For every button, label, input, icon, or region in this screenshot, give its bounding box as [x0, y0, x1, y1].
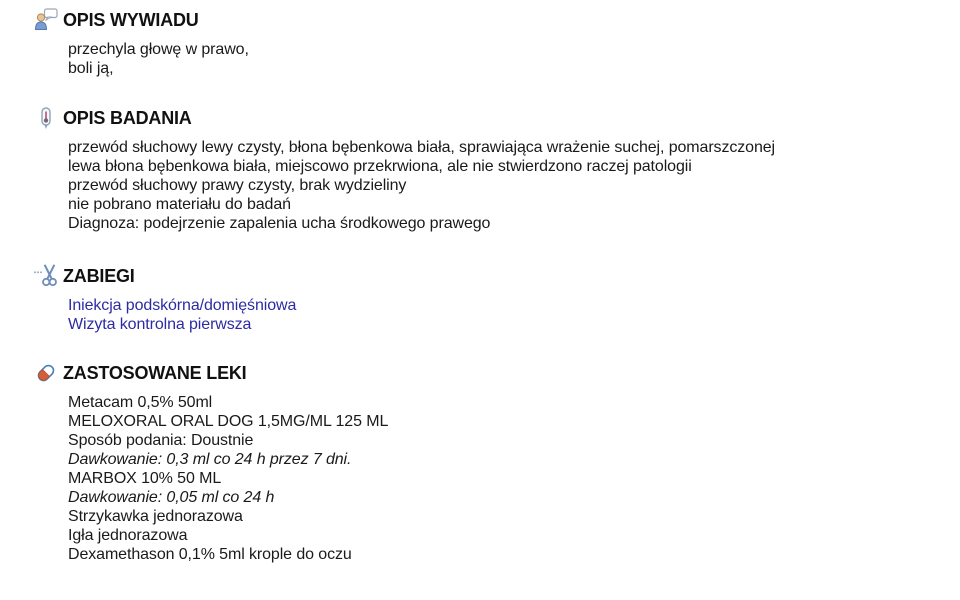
text-line: nie pobrano materiału do badań — [68, 196, 291, 213]
dosage-line: Dawkowanie: 0,3 ml co 24 h przez 7 dni. — [68, 451, 352, 468]
medication-line: MELOXORAL ORAL DOG 1,5MG/ML 125 ML — [68, 413, 389, 430]
medication-line: MARBOX 10% 50 ML — [68, 470, 222, 487]
section-zastosowane-leki — [33, 361, 950, 564]
pill-icon — [33, 361, 59, 385]
text-line: przewód słuchowy lewy czysty, błona bębenkowa biała, sprawiająca wrażenie suchej, pomarszczonej — [68, 139, 776, 156]
scissors-icon — [33, 264, 59, 288]
text-line: Diagnoza: podejrzenie zapalenia ucha środkowego prawego — [68, 215, 491, 232]
section-header — [33, 361, 950, 385]
section-title: ZABIEGI — [63, 266, 135, 286]
section-header — [33, 106, 950, 130]
section-header — [33, 264, 950, 288]
procedure-link[interactable]: Iniekcja podskórna/domięśniowa — [68, 297, 297, 314]
section-body — [33, 138, 950, 233]
section-title: OPIS BADANIA — [63, 108, 192, 128]
section-opis-badania — [33, 106, 950, 233]
interview-icon — [33, 8, 59, 32]
thermometer-icon — [33, 106, 59, 130]
section-opis-wywiadu — [33, 8, 950, 78]
dosage-line: Dawkowanie: 0,05 ml co 24 h — [68, 489, 275, 506]
medication-line: Sposób podania: Doustnie — [68, 432, 254, 449]
text-line: lewa błona bębenkowa biała, miejscowo przekrwiona, ale nie stwierdzono raczej patologii — [68, 158, 692, 175]
medication-line: Metacam 0,5% 50ml — [68, 394, 213, 411]
text-line: boli ją, — [68, 60, 114, 77]
medication-line: Strzykawka jednorazowa — [68, 508, 243, 525]
text-line: przechyla głowę w prawo, — [68, 41, 249, 58]
section-zabiegi — [33, 264, 950, 334]
section-body — [33, 393, 950, 564]
medication-line: Igła jednorazowa — [68, 527, 188, 544]
section-title: ZASTOSOWANE LEKI — [63, 363, 247, 383]
medication-line: Dexamethason 0,1% 5ml krople do oczu — [68, 546, 352, 563]
section-body — [33, 40, 950, 78]
section-title: OPIS WYWIADU — [63, 10, 199, 30]
section-body — [33, 296, 950, 334]
section-header — [33, 8, 950, 32]
text-line: przewód słuchowy prawy czysty, brak wydzieliny — [68, 177, 407, 194]
procedure-link[interactable]: Wizyta kontrolna pierwsza — [68, 316, 252, 333]
